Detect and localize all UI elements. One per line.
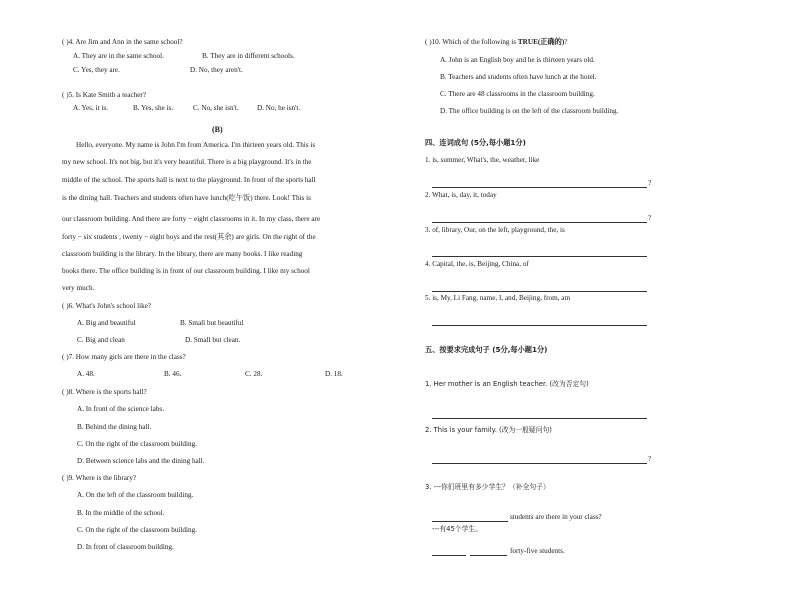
q8-option-b: B. Behind the dining hall. [77, 423, 152, 431]
q9-option-d: D. In front of classroom building. [77, 543, 174, 551]
sec4-item-5: 5. is, My, Li Fang, name, I, and, Beijing, from, am [425, 294, 571, 302]
q7-option-a: A. 48. [77, 370, 95, 378]
q10-option-c: C. There are 48 classrooms in the classroom building. [440, 90, 595, 98]
q5-option-c: C. No, she isn't. [193, 104, 239, 112]
sec4-item-4: 4. Capital, the, is, Beijing, China, of [425, 260, 529, 268]
answer-line[interactable] [432, 418, 647, 419]
q4-stem: ( )4. Are Jim and Ann in the same school? [62, 38, 183, 46]
passage-line: very much. [62, 284, 95, 292]
q10-stem-end: ? [564, 38, 568, 46]
q10-option-a: A. John is an English boy and he is thirteen years old. [440, 56, 595, 64]
q5-option-a: A. Yes, it is. [73, 104, 108, 112]
section5-title: 五、按要求完成句子 (5分,每小题1分) [425, 345, 548, 354]
q6-option-b: B. Small but beautiful [180, 319, 244, 327]
answer-line[interactable] [432, 187, 647, 188]
passage-line: Hello, everyone. My name is John I'm from America. I'm thirteen years old. This is [76, 141, 316, 149]
section4-title: 四、连词成句 (5分,每小题1分) [425, 138, 526, 147]
q6-option-c: C. Big and clean [77, 336, 125, 344]
answer-line[interactable] [432, 291, 647, 292]
q4-option-b: B. They are in different schools. [202, 52, 295, 60]
q4-option-d: D. No, they aren't. [190, 66, 243, 74]
sec4-item-2-end: ? [648, 214, 652, 222]
sec5-item-2: 2. This is your family. (改为一般疑问句) [425, 426, 552, 434]
q7-option-d: D. 18. [325, 370, 343, 378]
sec5-item-2-end: ? [648, 455, 652, 463]
q5-option-b: B. Yes, she is. [133, 104, 174, 112]
q9-option-b: B. In the middle of the school. [77, 509, 165, 517]
blank-line[interactable] [432, 521, 508, 522]
passage-line: middle of the school. The sports hall is next to the playground. In front of the sports hall [62, 176, 316, 184]
q6-option-d: D. Small but clean. [185, 336, 241, 344]
q8-option-c: C. On the right of the classroom building. [77, 440, 197, 448]
passage-title: (B) [212, 125, 223, 134]
q9-stem: ( )9. Where is the library? [62, 474, 137, 482]
passage-line: my new school. It's not big, but it's very beautiful. There is a big playground. It's in the [62, 158, 312, 166]
q10-stem-true: TRUE(正确的) [517, 38, 565, 46]
sec5-item-1: 1. Her mother is an English teacher. (改为否定句) [425, 380, 589, 388]
q10-stem-text: ( )10. Which of the following is [425, 38, 518, 46]
passage-line: our classroom building. And there are forty − eight classrooms in it. In my class, there are [62, 215, 321, 223]
sec4-item-1-end: ? [648, 179, 652, 187]
q7-option-c: C. 28. [245, 370, 263, 378]
sec5-item-3-answer: ---有45个学生。 [432, 525, 482, 533]
blank-line[interactable] [470, 555, 507, 556]
answer-line[interactable] [432, 256, 647, 257]
sec4-item-1: 1. is, summer, What's, the, weather, like [425, 156, 540, 164]
q5-option-d: D. No, he isn't. [257, 104, 301, 112]
answer-line[interactable] [432, 325, 647, 326]
q8-option-d: D. Between science labs and the dining hall. [77, 457, 205, 465]
answer-line[interactable] [432, 222, 647, 223]
passage-line: books there. The office building is in front of our classroom building. I like my school [62, 267, 310, 275]
q7-option-b: B. 46. [164, 370, 182, 378]
passage-line: classroom building is the library. In the library, there are many books. I like reading [62, 250, 303, 258]
sec5-item-3-line2: forty-five students. [510, 547, 565, 555]
q7-stem: ( )7. How many girls are there in the class? [62, 353, 186, 361]
q10-option-b: B. Teachers and students often have lunch at the hotel. [440, 73, 597, 81]
q9-option-c: C. On the right of the classroom building. [77, 526, 197, 534]
passage-line: is the dining hall. Teachers and students often have lunch(吃午饭) there. Look! This is [62, 194, 311, 202]
answer-line[interactable] [432, 463, 647, 464]
sec4-item-2: 2. What, is, day, it, today [425, 191, 497, 199]
q6-stem: ( )6. What's John's school like? [62, 302, 152, 310]
sec5-item-3: 3. ---你们班里有多少学生？（补全句子） [425, 483, 550, 491]
sec5-item-3-line1: students are there in your class? [510, 513, 602, 521]
q8-option-a: A. In front of the science labs. [77, 405, 165, 413]
passage-line: forty − six students , twenty − eight boys and the rest(其余) are girls. On the right of the [62, 233, 316, 241]
q4-option-a: A. They are in the same school. [73, 52, 164, 60]
q5-stem: ( )5. Is Kate Smith a teacher? [62, 91, 147, 99]
q10-option-d: D. The office building is on the left of the classroom building. [440, 107, 619, 115]
q8-stem: ( )8. Where is the sports hall? [62, 388, 147, 396]
blank-line[interactable] [432, 555, 466, 556]
q9-option-a: A. On the left of the classroom building. [77, 491, 194, 499]
q4-option-c: C. Yes, they are. [73, 66, 120, 74]
sec4-item-3: 3. of, library, Our, on the left, playground, the, is [425, 226, 565, 234]
q10-stem [425, 39, 567, 46]
q6-option-a: A. Big and beautiful [77, 319, 136, 327]
